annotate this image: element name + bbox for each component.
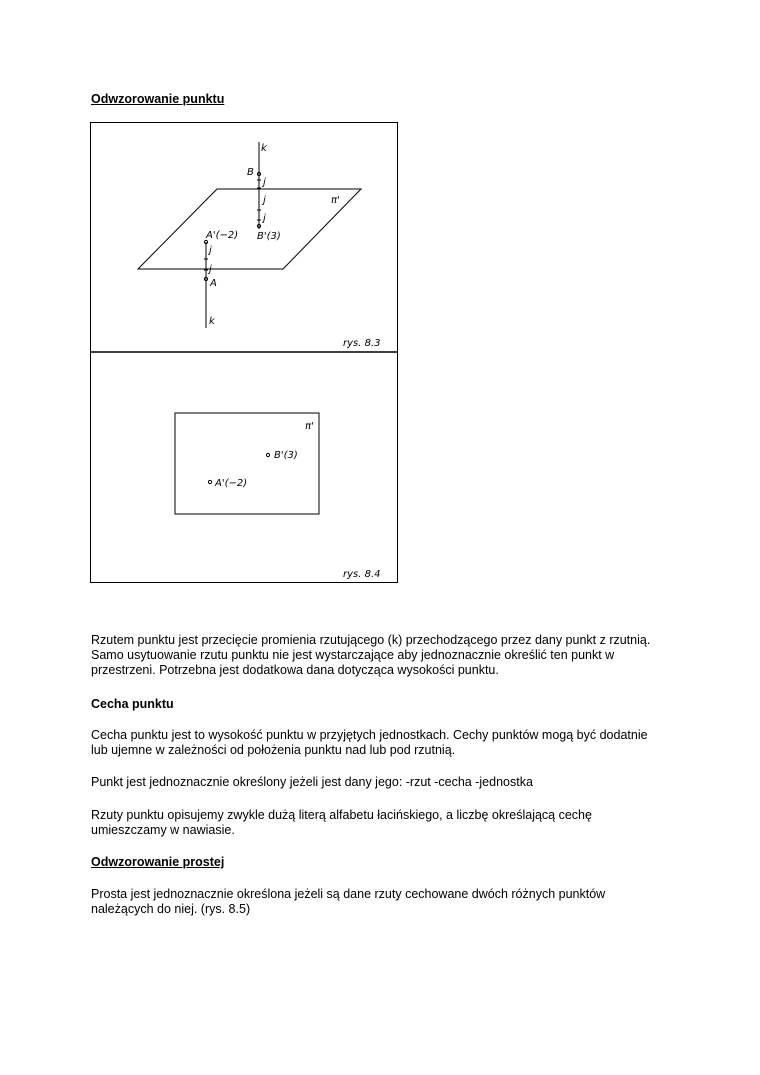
paragraph-line: Prosta jest jednoznacznie określona jeżeli są dane rzuty cechowane dwóch różnych punktów [91,887,606,901]
paragraph-line: Samo usytuowanie rzutu punktu nie jest wystarczające aby jednoznacznie określić ten punkt w [91,648,615,662]
label-a-proj-2: A'(−2) [215,478,248,489]
paragraph-okreslenie [91,775,681,790]
label-pi-top: π' [331,195,340,206]
heading-odwzorowanie-prostej: Odwzorowanie prostej [91,855,225,869]
paragraph-line: Punkt jest jednoznacznie określony jeżeli jest dany jego: -rzut -cecha -jednostka [91,775,533,789]
paragraph-line: umieszczamy w nawiasie. [91,823,235,837]
label-k-bottom: k [209,316,215,327]
paragraph-line: przestrzeni. Potrzebna jest dodatkowa dana dotycząca wysokości punktu. [91,663,499,677]
label-j-2: j [263,195,266,206]
paragraph-rzuty-opis [91,808,681,838]
point-a-proj-2 [208,480,211,483]
label-b-proj: B'(3) [257,231,281,242]
paragraph-cecha [91,728,681,758]
plane-pi-rect [175,413,319,514]
paragraph-line: lub ujemne w zależności od położenia punktu nad lub pod rzutnią. [91,743,456,757]
heading-odwzorowanie-punktu: Odwzorowanie punktu [91,92,225,106]
paragraph-line: należących do niej. (rys. 8.5) [91,902,251,916]
paragraph-line: Cecha punktu jest to wysokość punktu w przyjętych jednostkach. Cechy punktów mogą być dodatnie [91,728,648,742]
label-a-proj: A'(−2) [206,230,239,241]
point-b-proj-2 [266,453,269,456]
caption-rys-8-4: rys. 8.4 [343,569,381,580]
plane-pi [138,189,361,269]
paragraph-line: Rzuty punktu opisujemy zwykle dużą literą alfabetu łacińskiego, a liczbę określającą cechę [91,808,592,822]
figure-svg [90,122,398,584]
label-j-1: j [263,177,266,188]
paragraph-prosta [91,887,681,917]
caption-rys-8-3: rys. 8.3 [343,338,381,349]
paragraph-line: Rzutem punktu jest przecięcie promienia rzutującego (k) przechodzącego przez dany punkt z rzutnią. [91,633,651,647]
label-j-5: j [209,264,212,275]
heading-cecha-punktu: Cecha punktu [91,697,174,711]
label-a: A [210,278,217,289]
label-j-3: j [263,213,266,224]
label-j-4: j [209,245,212,256]
label-b: B [247,167,254,178]
label-k-top: k [261,143,267,154]
label-pi-bottom: π' [305,421,314,432]
label-b-proj-2: B'(3) [274,450,298,461]
paragraph-rzut-punktu [91,633,681,678]
figure-8-3-8-4 [90,122,398,584]
